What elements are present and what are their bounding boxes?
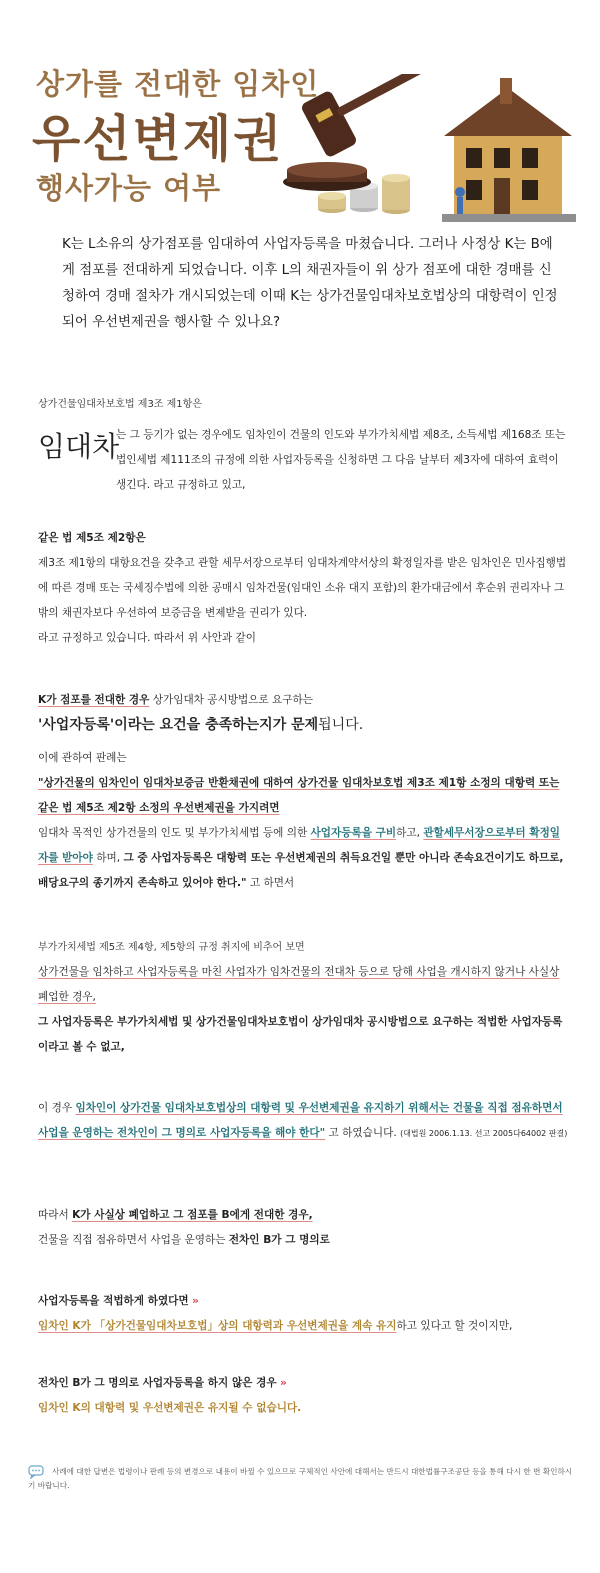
double-arrow-icon: »	[192, 1295, 199, 1307]
ruling-quote2: 임대차 목적인 상가건물의 인도 및 부가가치세법 등에 의한 사업자등록을 구비하고, 관할세무서장으로부터 확정일자를 받아야 하며, 그 중 사업자등록은 대항력 또는 우선변제권의 취득요건일 뿐만 아니라 존속요건이기도 하므로, 배당요구의 종기까지 존속하고 있어야 한다." 고 하면서	[38, 827, 564, 889]
intro-question: K는 L소유의 상가점포를 임대하여 사업자등록을 마쳤습니다. 그러나 사정상 K는 B에게 점포를 전대하게 되었습니다. 이후 L의 채권자들이 위 상가 점포에 대한 경매를 신청하여 경매 절차가 개시되었는데 이때 K는 상가건물임대차보호법상의 대항력이 인정되어 우선변제권을 행사할 수 있나요?	[62, 237, 558, 330]
case1-block: 사업자등록을 적법하게 하였다면 » 임차인 K가 「상가건물임대차보호법」상의 대항력과 우선변제권을 계속 유지하고 있다고 할 것이지만,	[38, 1295, 513, 1332]
ruling-intro: 이에 관하여 판례는	[38, 752, 127, 764]
house-icon	[442, 78, 576, 222]
vat-block	[38, 935, 568, 1060]
law1-text: 는 그 등기가 없는 경우에도 임차인이 건물의 인도와 부가가치세법 제8조, 소득세법 제168조 또는 법인세법 제111조의 규정에 의한 사업자등록을 신청하면 그 다음 날부터 제3자에 대하여 효력이 생긴다. 라고 규정하고 있고,	[116, 429, 566, 491]
law2-tail: 라고 규정하고 있습니다. 따라서 위 사안과 같이	[38, 632, 257, 644]
gavel-house-illustration	[282, 74, 582, 224]
vat-line1: 상가건물을 임차하고 사업자등록을 마친 사업자가 임차건물의 전대차 등으로 당해 사업을 개시하지 않거나 사실상 폐업한 경우,	[38, 966, 560, 1003]
law2-heading: 같은 법 제5조 제2항은	[38, 532, 146, 544]
double-arrow-icon: »	[279, 1377, 287, 1389]
vat-line2: 그 사업자등록은 부가가치세법 및 상가건물임대차보호법이 상가임대차 공시방법으로 요구하는 적법한 사업자등록이라고 볼 수 없고,	[38, 1016, 563, 1053]
law1-heading: 상가건물임대차보호법 제3조 제1항은	[38, 399, 202, 410]
law1-big-word: 임대차	[38, 430, 120, 463]
ruling-block	[38, 746, 568, 896]
speech-bubble-icon	[28, 1465, 46, 1479]
footer-notice: 사례에 대한 답변은 법령이나 판례 등의 변경으로 내용이 바뀔 수 있으므로 구체적인 사안에 대해서는 반드시 대한법률구조공단 등을 통해 다시 한 번 확인하시기 바랍니다.	[28, 1467, 573, 1490]
case1-title: 사업자등록을 적법하게 하였다면	[38, 1295, 189, 1307]
law2-block	[38, 526, 568, 651]
conclusion-block: 따라서 K가 사실상 폐업하고 그 점포를 B에게 전대한 경우, 건물을 직접 점유하면서 사업을 운영하는 전차인 B가 그 명의로	[38, 1209, 330, 1246]
hero-banner	[0, 0, 600, 225]
case-block: 이 경우 임차인이 상가건물 임대차보호법상의 대항력 및 우선변제권을 유지하기 위해서는 건물을 직접 점유하면서 사업을 운영하는 전차인이 그 명의로 사업자등록을 해야 한다" 고 하였습니다. (대법원 2006.1.13. 선고 2005다64002 판결)	[38, 1102, 568, 1139]
case2-block	[38, 1371, 568, 1421]
title-line3: 행사가능 여부	[36, 171, 222, 205]
case2-title: 전차인 B가 그 명의로 사업자등록을 하지 않은 경우	[38, 1377, 277, 1389]
vat-heading: 부가가치세법 제5조 제4항, 제5항의 규정 취지에 비추어 보면	[38, 942, 305, 953]
gavel-icon	[283, 74, 437, 191]
title-line2: 우선변제권	[32, 110, 284, 168]
case2-body: 임차인 K의 대항력 및 우선변제권은 유지될 수 없습니다.	[38, 1402, 302, 1414]
issue-block: K가 점포를 전대한 경우 상가임대차 공시방법으로 요구하는 '사업자등록'이라는 요건을 충족하는지가 문제됩니다.	[38, 694, 364, 733]
title-line1: 상가를 전대한 임차인	[36, 67, 320, 101]
case-citation: (대법원 2006.1.13. 선고 2005다64002 판결)	[400, 1129, 568, 1138]
law2-body: 제3조 제1항의 대항요건을 갖추고 관할 세무서장으로부터 임대차계약서상의 확정일자를 받은 임차인은 민사집행법에 따른 경매 또는 국세징수법에 의한 공매시 임차건물(임대인 소유 대지 포함)의 환가대금에서 후순위 권리자나 그 밖의 채권자보다 우선하여 보증금을 변제받을 권리가 있다.	[38, 557, 567, 619]
ruling-quote1: "상가건물의 임차인이 임대차보증금 반환채권에 대하여 상가건물 임대차보호법 제3조 제1항 소정의 대항력 또는 같은 법 제5조 제2항 소정의 우선변제권을 가지려면	[38, 777, 560, 814]
